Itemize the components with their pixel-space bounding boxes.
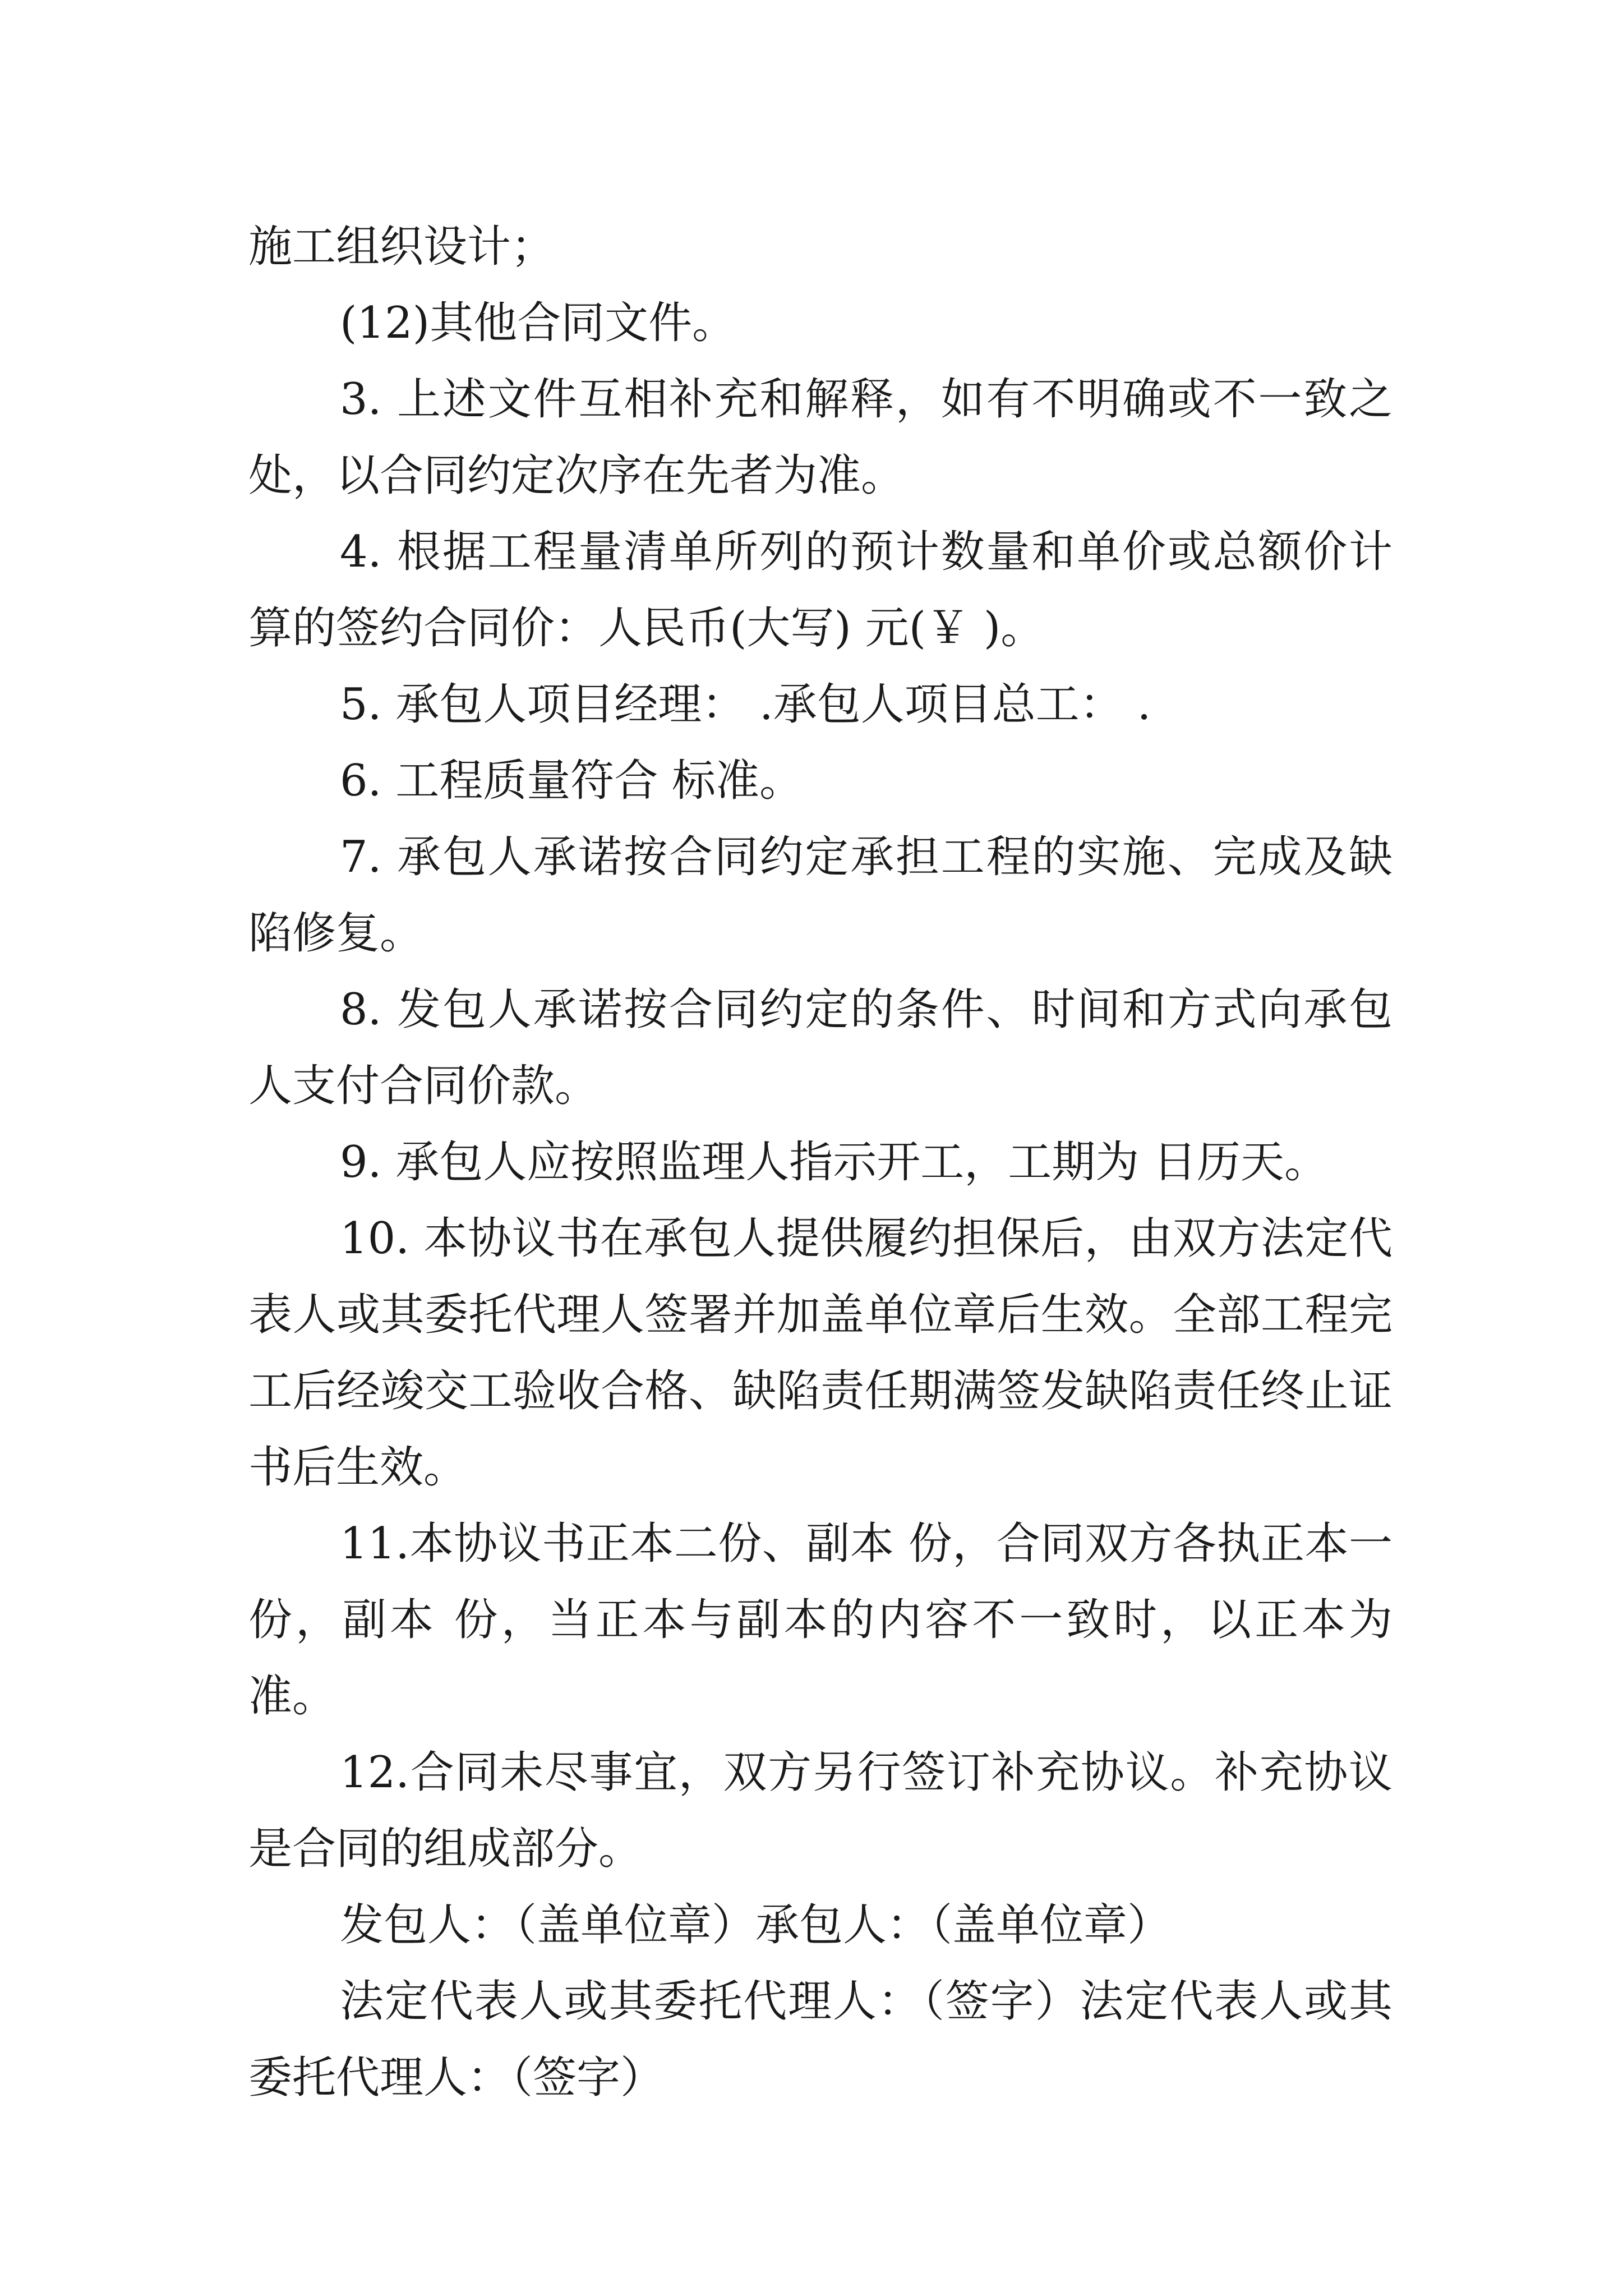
paragraph-clause-6: 6. 工程质量符合 标准。 bbox=[340, 756, 804, 806]
paragraph-clause-3: 3. 上述文件互相补充和解释，如有不明确或不一致之处，以合同约定次序在先者为准。 bbox=[248, 374, 1393, 501]
paragraph-signatures: 法定代表人或其委托代理人：（签字）法定代表人或其委托代理人：（签字） bbox=[248, 1976, 1393, 2103]
paragraph-continued: 施工组织设计； bbox=[248, 222, 555, 272]
document-page bbox=[248, 209, 1393, 2116]
paragraph-clause-5: 5. 承包人项目经理： .承包人项目总工： . bbox=[340, 679, 1151, 730]
paragraph-clause-9: 9. 承包人应按照监理人指示开工，工期为 日历天。 bbox=[340, 1137, 1329, 1188]
paragraph-seals: 发包人：（盖单位章）承包人：（盖单位章） bbox=[340, 1900, 1172, 1950]
paragraph-clause-10: 10. 本协议书在承包人提供履约担保后，由双方法定代表人或其委托代理人签署并加盖单位章后生效。全部工程完工后经竣交工验收合格、缺陷责任期满签发缺陷责任终止证书后生效。 bbox=[248, 1213, 1393, 1493]
paragraph-clause-12: 12.合同未尽事宜，双方另行签订补充协议。补充协议是合同的组成部分。 bbox=[248, 1747, 1393, 1874]
paragraph-clause-7: 7. 承包人承诺按合同约定承担工程的实施、完成及缺陷修复。 bbox=[248, 832, 1393, 959]
paragraph-item-12: (12)其他合同文件。 bbox=[340, 298, 736, 348]
paragraph-clause-11: 11.本协议书正本二份、副本 份，合同双方各执正本一份，副本 份，当正本与副本的内容不一致时，以正本为准。 bbox=[248, 1519, 1393, 1722]
paragraph-clause-4: 4. 根据工程量清单所列的预计数量和单价或总额价计算的签约合同价：人民币(大写) 元(￥ )。 bbox=[248, 527, 1393, 654]
paragraph-clause-8: 8. 发包人承诺按合同约定的条件、时间和方式向承包人支付合同价款。 bbox=[248, 984, 1393, 1111]
